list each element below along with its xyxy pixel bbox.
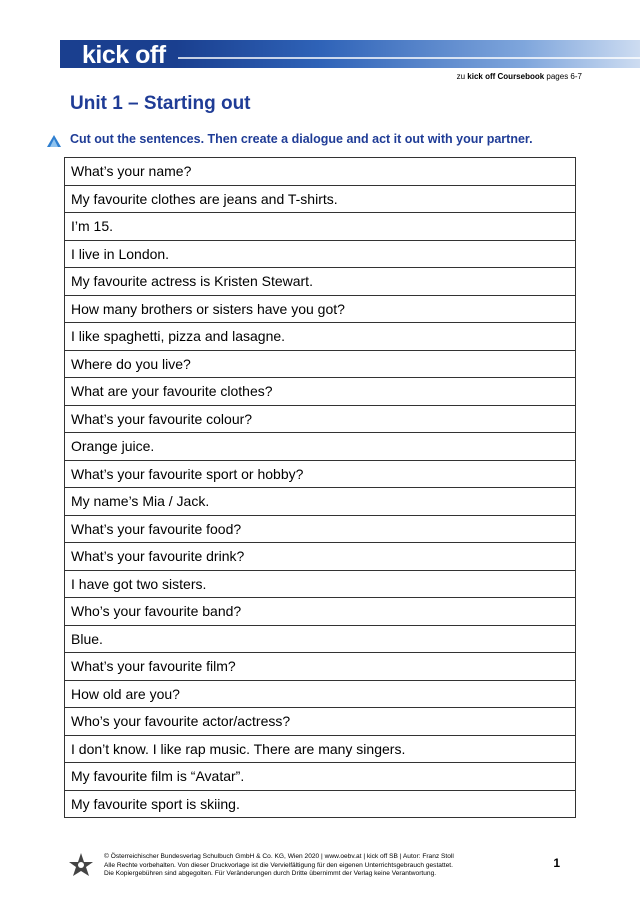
- table-row: [65, 405, 576, 433]
- sentence-cell: What’s your favourite sport or hobby?: [65, 460, 576, 488]
- copyright-notice: [104, 853, 524, 879]
- sentence-cell: My favourite clothes are jeans and T-shirts.: [65, 185, 576, 213]
- table-row: [65, 460, 576, 488]
- sentence-cell: How old are you?: [65, 680, 576, 708]
- table-row: [65, 240, 576, 268]
- table-row: [65, 378, 576, 406]
- sentence-cell: What’s your name?: [65, 158, 576, 186]
- table-row: [65, 708, 576, 736]
- page-title: Unit 1 – Starting out: [70, 93, 251, 114]
- copyright-line-3: Die Kopiergebühren sind abgegolten. Für Veränderungen durch Dritte übernimmt der Verlag keine Verantwortung.: [104, 870, 437, 877]
- sentence-cell: Orange juice.: [65, 433, 576, 461]
- sentence-table: [64, 157, 576, 818]
- sentence-cell: I have got two sisters.: [65, 570, 576, 598]
- table-row: [65, 543, 576, 571]
- table-row: [65, 433, 576, 461]
- brand-logo-text: kick off: [82, 41, 166, 69]
- sentence-cell: Who’s your favourite band?: [65, 598, 576, 626]
- sentence-cell: How many brothers or sisters have you got?: [65, 295, 576, 323]
- table-row: [65, 515, 576, 543]
- table-row: [65, 625, 576, 653]
- sentence-cell: I like spaghetti, pizza and lasagne.: [65, 323, 576, 351]
- publisher-logo-icon: [68, 852, 94, 878]
- table-row: [65, 213, 576, 241]
- table-row: [65, 570, 576, 598]
- sentence-cell: My favourite sport is skiing.: [65, 790, 576, 818]
- table-row: [65, 653, 576, 681]
- copyright-line-1: © Österreichischer Bundesverlag Schulbuch GmbH & Co. KG, Wien 2020 | www.oebv.at | kick off SB | Autor: Franz Stoll: [104, 853, 454, 860]
- table-row: [65, 158, 576, 186]
- table-row: [65, 763, 576, 791]
- page-number: 1: [553, 856, 560, 870]
- sentence-cell: What’s your favourite colour?: [65, 405, 576, 433]
- sentence-cell: My favourite film is “Avatar”.: [65, 763, 576, 791]
- table-row: [65, 295, 576, 323]
- copyright-line-2: Alle Rechte vorbehalten. Von dieser Druckvorlage ist die Vervielfältigung für den eigenen Unterrichtsgebrauch gestattet.: [104, 861, 453, 869]
- sentence-cell: What’s your favourite film?: [65, 653, 576, 681]
- sentence-cell: I live in London.: [65, 240, 576, 268]
- sentence-cell: I don’t know. I like rap music. There are many singers.: [65, 735, 576, 763]
- sentence-cell: What’s your favourite food?: [65, 515, 576, 543]
- sentence-cell: I’m 15.: [65, 213, 576, 241]
- table-row: [65, 350, 576, 378]
- table-row: [65, 323, 576, 351]
- sentence-cell: My favourite actress is Kristen Stewart.: [65, 268, 576, 296]
- sentence-cell: Blue.: [65, 625, 576, 653]
- coursebook-reference: zu kick off Coursebook pages 6-7: [456, 72, 582, 81]
- table-row: [65, 268, 576, 296]
- table-row: [65, 790, 576, 818]
- table-row: [65, 735, 576, 763]
- sentence-cell: Where do you live?: [65, 350, 576, 378]
- table-row: [65, 680, 576, 708]
- table-row: [65, 488, 576, 516]
- pair-work-icon: [47, 135, 61, 147]
- table-row: [65, 185, 576, 213]
- instruction-text: Cut out the sentences. Then create a dialogue and act it out with your partner.: [70, 132, 533, 146]
- sentence-cell: What are your favourite clothes?: [65, 378, 576, 406]
- table-row: [65, 598, 576, 626]
- sentence-cell: My name’s Mia / Jack.: [65, 488, 576, 516]
- sentence-cell: What’s your favourite drink?: [65, 543, 576, 571]
- sentence-cell: Who’s your favourite actor/actress?: [65, 708, 576, 736]
